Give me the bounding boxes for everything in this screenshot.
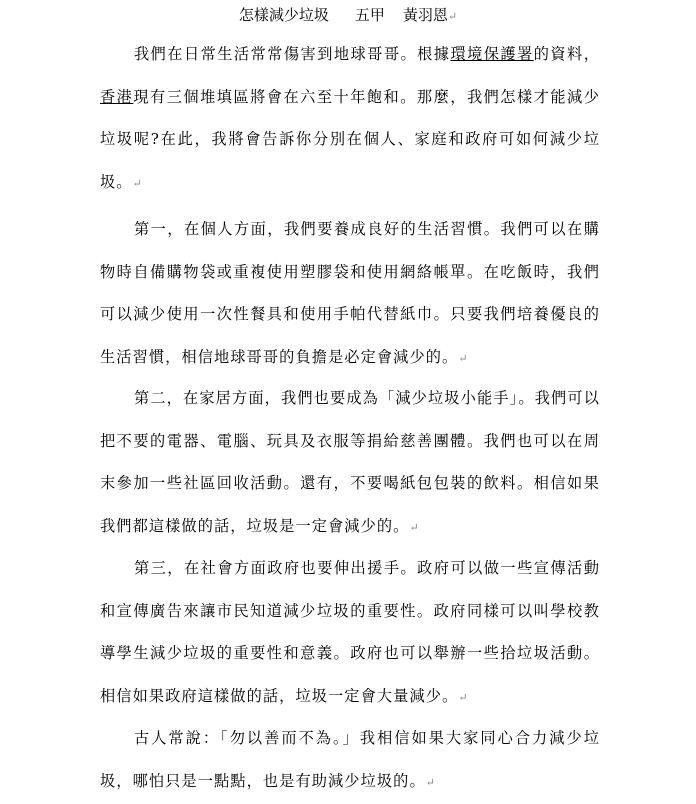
paragraph-intro (100, 33, 600, 205)
essay-title-line (0, 6, 696, 26)
paragraph-government-text: 第三，在社會方面政府也要伸出援手。政府可以做一些宣傳活動和宣傳廣告來讓市民知道減少垃圾的重要性。政府同樣可以叫學校教導學生減少垃圾的重要性和意義。政府也可以舉辦一些拾垃圾活動。相信如果政府這樣做的話，垃圾一定會大量減少。 (100, 559, 600, 705)
paragraph-mark-icon: ↵ (447, 10, 458, 23)
paragraph-mark-icon: ↵ (425, 775, 437, 789)
essay-class: 五甲 (354, 6, 385, 24)
paragraph-mark-icon: ↵ (409, 520, 420, 534)
paragraph-mark-icon: ↵ (132, 176, 143, 190)
link-hong-kong: 香港 (100, 87, 134, 106)
link-environmental-protection-dept: 環境保護署 (450, 45, 534, 63)
essay-title: 怎樣減少垃圾 (238, 6, 329, 24)
paragraph-intro-text-a: 我們在日常生活常常傷害到地球哥哥。根據 (134, 45, 451, 63)
paragraph-conclusion (100, 717, 600, 804)
essay-author: 黃羽恩 (402, 6, 448, 24)
paragraph-home-text: 第二，在家居方面，我們也要成為「減少垃圾小能手」。我們可以把不要的電器、電腦、玩具及衣服等捐給慈善團體。我們也可以在周末參加一些社區回收活動。還有，不要喝紙包包裝的飲料。相信如果我們都這樣做的話，垃圾是一定會減少的。 (100, 389, 600, 535)
paragraph-conclusion-text: 古人常說：「勿以善而不為。」我相信如果大家同心合力減少垃圾，哪怕只是一點點，也是有助減少垃圾的。 (100, 729, 600, 790)
paragraph-personal-text: 第一，在個人方面，我們要養成良好的生活習慣。我們可以在購物時自備購物袋或重複使用塑膠袋和使用網絡帳單。在吃飯時，我們可以減少使用一次性餐具和使用手帕代替紙巾。只要我們培養優良的生活習慣，相信地球哥哥的負擔是必定會減少的。 (100, 220, 600, 366)
paragraph-personal (100, 208, 600, 380)
paragraph-intro-text-c: 現有三個堆填區將會在六至十年飽和。那麼，我們怎樣才能減少垃圾呢?在此，我將會告訴你分別在個人、家庭和政府可如何減少垃圾。 (100, 87, 600, 191)
paragraph-government (100, 547, 600, 719)
paragraph-mark-icon: ↵ (458, 690, 469, 704)
paragraph-mark-icon: ↵ (458, 351, 469, 365)
paragraph-home (100, 377, 600, 549)
paragraph-intro-text-b: 的資料， (533, 45, 601, 63)
